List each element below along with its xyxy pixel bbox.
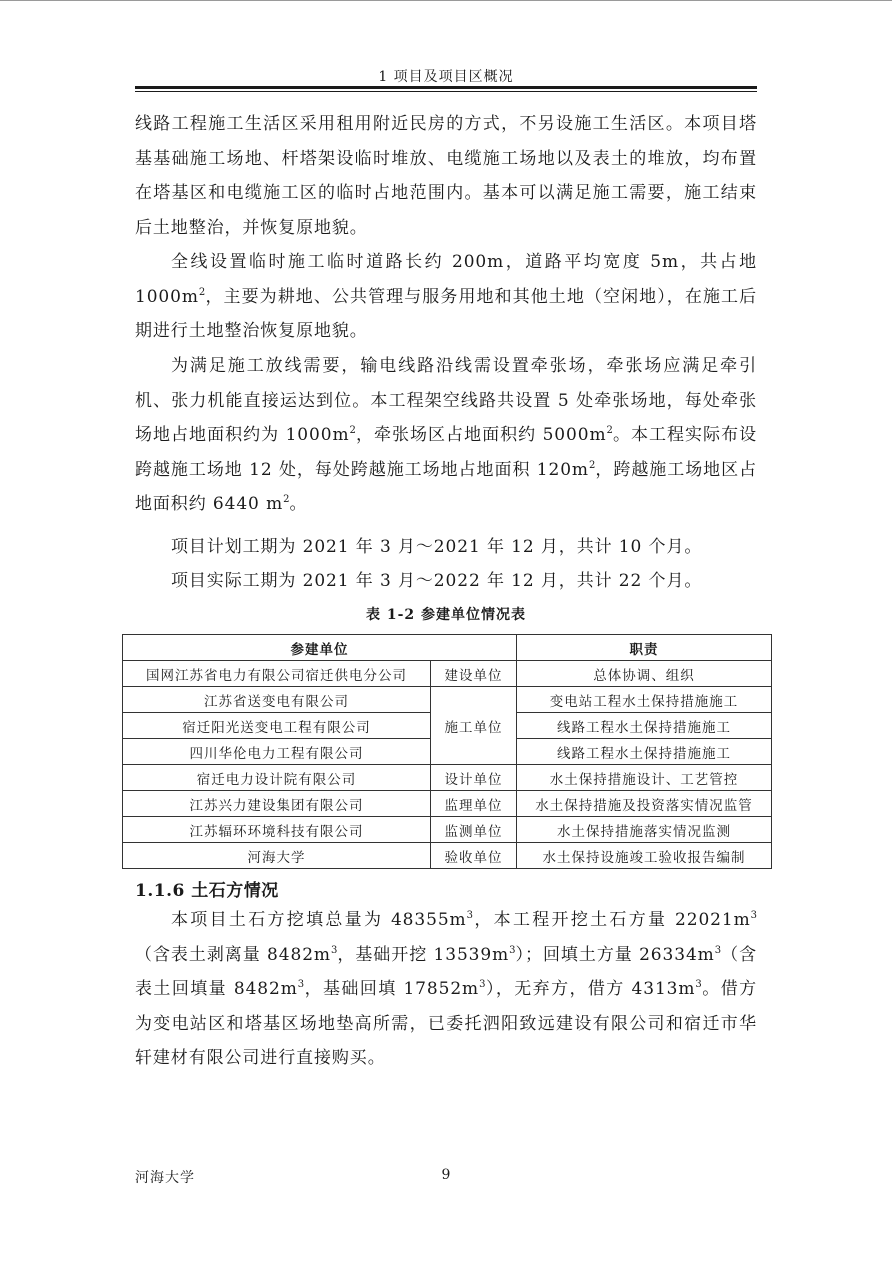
duty-cell: 水土保持措施设计、工艺管控 [517,765,772,791]
duty-cell: 总体协调、组织 [517,661,772,687]
paragraph-temporary-road: 全线设置临时施工临时道路长约 200m，道路平均宽度 5m，共占地 $1000m^2$，主要为耕地、公共管理与服务用地和其他土地（空闲地），在施工后期进行土地整治恢复原地貌。 [135,252,757,341]
paragraph-planned-period: 项目计划工期为 2021 年 3 月～2021 年 12 月，共计 10 个月。 [171,537,703,557]
unit-cell: 宿迁电力设计院有限公司 [123,765,431,791]
table-row [123,687,772,713]
role-cell: 施工单位 [431,687,517,765]
unit-cell: 江苏辐环环境科技有限公司 [123,817,431,843]
table-row [123,817,772,843]
page-top-border [0,0,892,1]
running-header: 1 项目及项目区概况 [378,69,514,85]
unit-cell: 国网江苏省电力有限公司宿迁供电分公司 [123,661,431,687]
unit-cell: 江苏省送变电有限公司 [123,687,431,713]
role-cell: 监测单位 [431,817,517,843]
unit-cell: 宿迁阳光送变电工程有限公司 [123,713,431,739]
paragraph-tension-site: 为满足施工放线需要，输电线路沿线需设置牵张场，牵张场应满足牵引机、张力机能直接运达到位。本工程架空线路共设置 5 处牵张场地，每处牵张场地占地面积约为 $1000m^2$，牵张场区占地面积约 $5000m^2$。本工程实际布设跨越施工场地 12 处，每处跨越施工场地占地面积 $120m^2$，跨越施工场地区占地面积约 6440 $m^2$。 [135,356,758,514]
header-unit: 参建单位 [123,635,517,661]
duty-cell: 线路工程水土保持措施施工 [517,713,772,739]
role-cell: 验收单位 [431,843,517,869]
table-row [123,661,772,687]
header-rule-thick [135,86,757,89]
table-header-row [123,635,772,661]
duty-cell: 水土保持措施落实情况监测 [517,817,772,843]
duty-cell: 水土保持措施及投资落实情况监管 [517,791,772,817]
section-heading: 1.1.6 土石方情况 [135,881,279,901]
duty-cell: 变电站工程水土保持措施施工 [517,687,772,713]
duty-cell: 线路工程水土保持措施施工 [517,739,772,765]
duty-cell: 水土保持设施竣工验收报告编制 [517,843,772,869]
role-cell: 建设单位 [431,661,517,687]
header-rule-thin [135,91,757,92]
footer-organization: 河海大学 [135,1170,195,1186]
header-duty: 职责 [517,635,772,661]
role-cell: 监理单位 [431,791,517,817]
unit-cell: 四川华伦电力工程有限公司 [123,739,431,765]
page-number: 9 [441,1167,451,1183]
table-row [123,791,772,817]
participating-units-table [122,634,772,869]
paragraph-construction-camp: 线路工程施工生活区采用租用附近民房的方式，不另设施工生活区。本项目塔基基础施工场地、杆塔架设临时堆放、电缆施工场地以及表土的堆放，均布置在塔基区和电缆施工区的临时占地范围内。基本可以满足施工需要，施工结束后土地整治，并恢复原地貌。 [135,114,757,238]
unit-cell: 河海大学 [123,843,431,869]
table-caption: 表 1-2 参建单位情况表 [365,607,527,623]
unit-cell: 江苏兴力建设集团有限公司 [123,791,431,817]
paragraph-actual-period: 项目实际工期为 2021 年 3 月～2022 年 12 月，共计 22 个月。 [171,571,703,591]
table-row [123,843,772,869]
role-cell: 设计单位 [431,765,517,791]
table-row [123,765,772,791]
paragraph-earthwork: 本项目土石方挖填总量为 $48355m^3$，本工程开挖土石方量 $22021m^3$（含表土剥离量 $8482m^3$，基础开挖 $13539m^3$）；回填土方量 $26334m^3$（含表土回填量 $8482m^3$，基础回填 $17852m^3$），无弃方，借方 $4313m^3$。借方为变电站区和塔基区场地垫高所需，已委托泗阳致远建设有限公司和宿迁市华轩建材有限公司进行直接购买。 [135,910,758,1068]
